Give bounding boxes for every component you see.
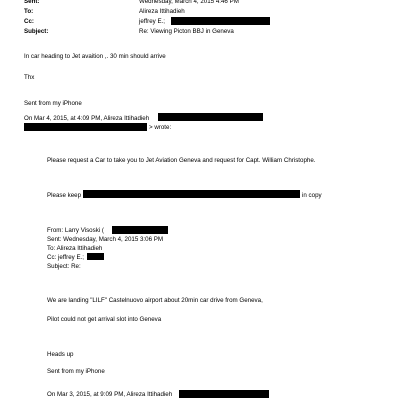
landing-line: We are landing "LILF" Castelnuovo airport about 20min car drive from Geneva, [47,297,263,304]
fwd-cc: Cc: jeffrey E.; [47,254,85,261]
body-line-heading: In car heading to Jet avaition ,. 30 min should arrive [24,53,166,60]
to-value: Alireza Ittihadieh [139,8,185,15]
please-keep: Please keep [47,192,82,199]
redaction-bar [24,123,147,131]
pilot-line: Pilot could not get arrival slot into Geneva [47,316,162,323]
signature-sent-from: Sent from my iPhone [24,100,82,107]
signature-sent-from-2: Sent from my iPhone [47,368,105,375]
quote-header-2: On Mar 3, 2015, at 9:09 PM, Alireza Ittihadieh [47,391,173,398]
in-copy: in copy [302,192,322,199]
redaction-bar [112,226,168,234]
redaction-bar [179,390,269,398]
redaction-bar [83,190,300,198]
quote-wrote-1: > wrote: [149,124,172,131]
fwd-subject: Subject: Re: [47,263,81,270]
heads-up: Heads up [47,351,74,358]
request-line: Please request a Car to take you to Jet Aviation Geneva and request for Capt. William Christophe. [47,157,316,164]
sent-value: Wednesday, March 4, 2015 4:46 PM [139,0,239,5]
redaction-bar [87,253,104,260]
sent-label: Sent: [24,0,40,5]
body-thx: Thx [24,74,35,81]
cc-value: jeffrey E.; [139,18,166,25]
redaction-bar [171,17,270,25]
fwd-sent: Sent: Wednesday, March 4, 2015 3:06 PM [47,236,164,243]
fwd-from: From: Larry Visoski ( [47,227,104,234]
subject-value: Re: Viewing Picton BBJ in Geneva [139,28,234,35]
to-label: To: [24,8,34,15]
redaction-bar [158,113,263,121]
cc-label: Cc: [24,18,34,25]
subject-label: Subject: [24,28,49,35]
fwd-to: To: Alireza Ittihadieh [47,245,103,252]
quote-header-1: On Mar 4, 2015, at 4:09 PM, Alireza Ittihadieh [24,115,150,122]
